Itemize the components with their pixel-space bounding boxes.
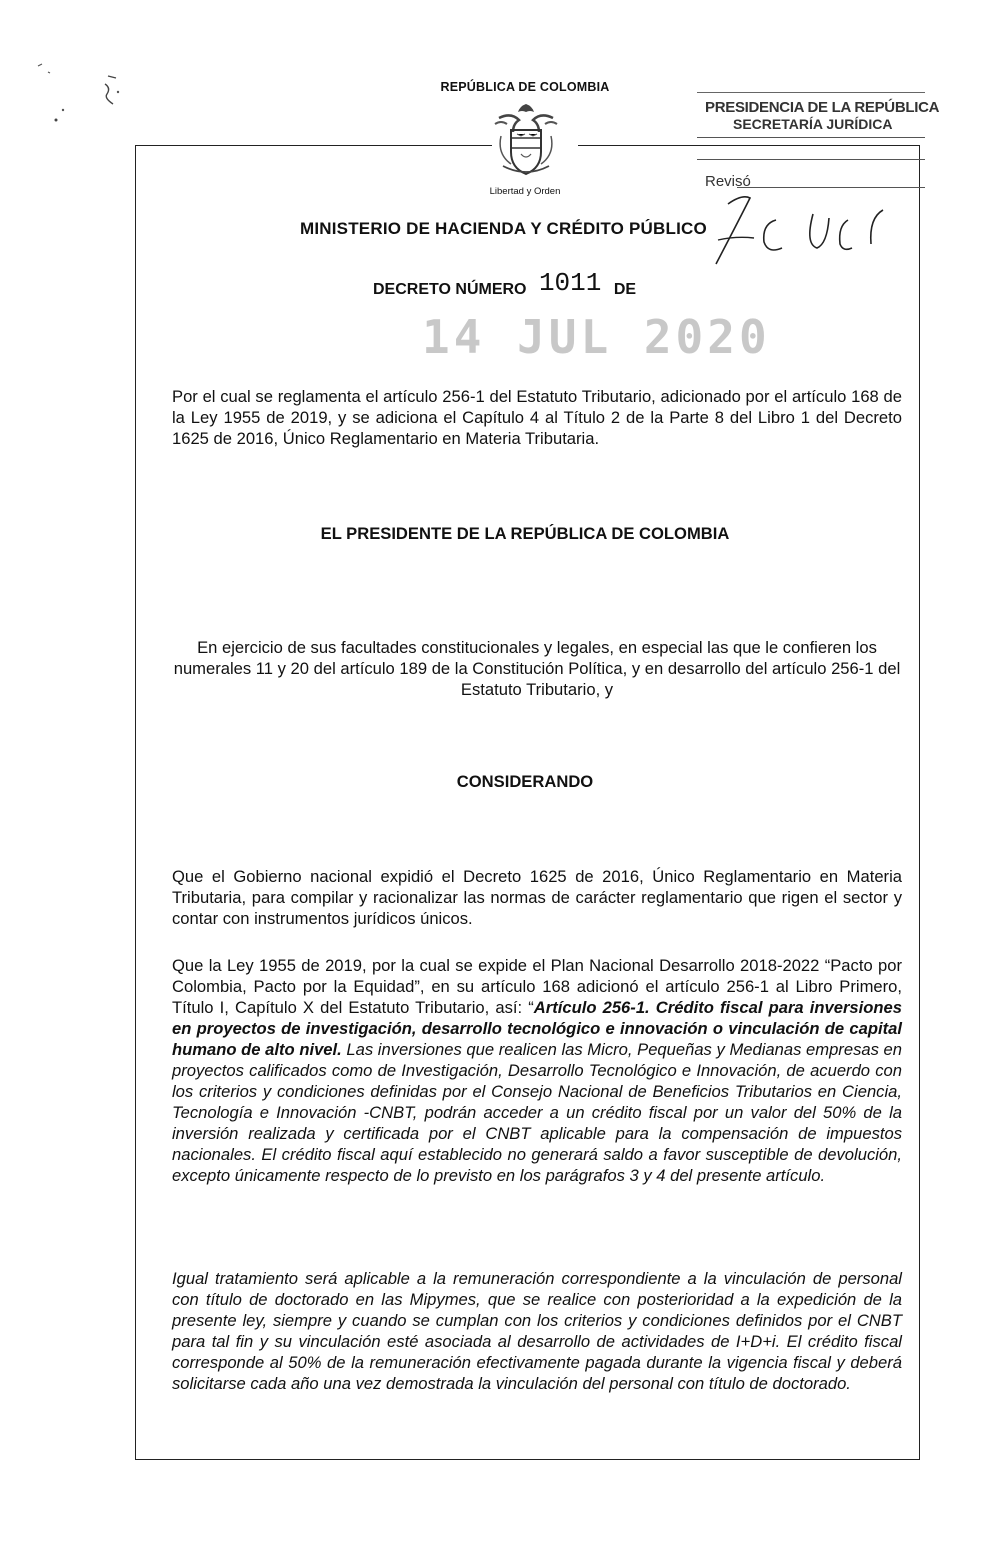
decree-number: 1011 bbox=[538, 268, 602, 298]
considerando-paragraph-2 bbox=[172, 955, 902, 1186]
considerando-2-intro: Que la Ley 1955 de 2019, por la cual se expide el Plan Nacional Desarrollo 2018-2022 “Pacto por Colombia, Pacto por la Equidad”, en su artículo 168 adicionó el artículo 256-1 al Libro Primero, Título I, Capítulo X del Estatuto Tributario, así: bbox=[172, 956, 902, 1017]
motto: Libertad y Orden bbox=[489, 186, 561, 197]
article-title: Artículo 256-1. Crédito fiscal para inversiones en proyectos de investigación, desarrollo tecnológico e innovación o vinculación de capital humano de alto nivel. bbox=[172, 998, 902, 1059]
decree-summary: Por el cual se reglamenta el artículo 256-1 del Estatuto Tributario, adicionado por el artículo 168 de la Ley 1955 de 2019, y se adiciona el Capítulo 4 al Título 2 de la Parte 8 del Libro 1 del Decreto 1625 de 2016, Único Reglamentario en Materia Tributaria. bbox=[172, 387, 902, 448]
ministry-name: MINISTERIO DE HACIENDA Y CRÉDITO PÚBLICO bbox=[300, 219, 707, 238]
considerando-heading: CONSIDERANDO bbox=[456, 772, 594, 791]
review-stamp bbox=[697, 92, 940, 190]
stamp-rule bbox=[697, 137, 925, 138]
article-paragraph-2: Igual tratamiento será aplicable a la remuneración correspondiente a la vinculación de personal con título de doctorado en las Mipymes, que se realice con posterioridad a la expedición de la presente ley, siempre y cuando se cumplan con los criterios y condiciones definidos por el CNBT para tal fin y su vinculación esté asociada al desarrollo de actividades de I+D+i. El crédito fiscal corresponde al 50% de la remuneración efectivamente pagada durante la vigencia fiscal y deberá solicitarse cada año una vez demostrada la vinculación del personal con título de doctorado. bbox=[172, 1269, 902, 1393]
open-quote: “ bbox=[528, 998, 534, 1017]
scan-specks bbox=[0, 0, 160, 140]
stamp-rule bbox=[697, 159, 925, 160]
stamp-line-2: SECRETARÍA JURÍDICA bbox=[733, 116, 893, 132]
header-rule-right bbox=[578, 145, 698, 146]
decree-prefix: DECRETO NÚMERO bbox=[373, 281, 527, 298]
handwritten-signature bbox=[688, 180, 928, 290]
header-rule-left bbox=[398, 145, 492, 146]
stamp-line-1: PRESIDENCIA DE LA REPÚBLICA bbox=[705, 99, 940, 116]
decree-suffix: DE bbox=[613, 281, 637, 298]
considerando-paragraph-1: Que el Gobierno nacional expidió el Decreto 1625 de 2016, Único Reglamentario en Materia Tributaria, para compilar y racionalizar las normas de carácter reglamentario que rigen el sector y contar con instrumentos jurídicos únicos. bbox=[172, 867, 902, 928]
stamp-line-3: Revisó bbox=[705, 173, 751, 190]
decree-line bbox=[373, 268, 637, 302]
date-stamp: 14 JUL 2020 bbox=[422, 310, 771, 364]
powers-paragraph: En ejercicio de sus facultades constitucionales y legales, en especial las que le confieren los numerales 11 y 20 del artículo 189 de la Constitución Política, y en desarrollo del artículo 256-1 del Estatuto Tributario, y bbox=[173, 638, 901, 699]
coat-of-arms-icon bbox=[493, 100, 559, 184]
country-name: REPÚBLICA DE COLOMBIA bbox=[440, 80, 610, 94]
article-text: Las inversiones que realicen las Micro, Pequeñas y Medianas empresas en proyectos calificados como de Investigación, Desarrollo Tecnológico e Innovación, de acuerdo con los criterios y condiciones definidas por el Consejo Nacional de Beneficios Tributarios en Ciencia, Tecnología e Innovación -CNBT, podrán acceder a un crédito fiscal por un valor del 50% de la inversión realizada y certificada por el CNBT aplicable para la compensación de impuestos nacionales. El crédito fiscal aquí establecido no generará saldo a favor susceptible de devolución, excepto únicamente respecto de lo previsto en los parágrafos 3 y 4 del presente artículo. bbox=[172, 1040, 902, 1185]
president-heading: EL PRESIDENTE DE LA REPÚBLICA DE COLOMBIA bbox=[320, 524, 730, 543]
